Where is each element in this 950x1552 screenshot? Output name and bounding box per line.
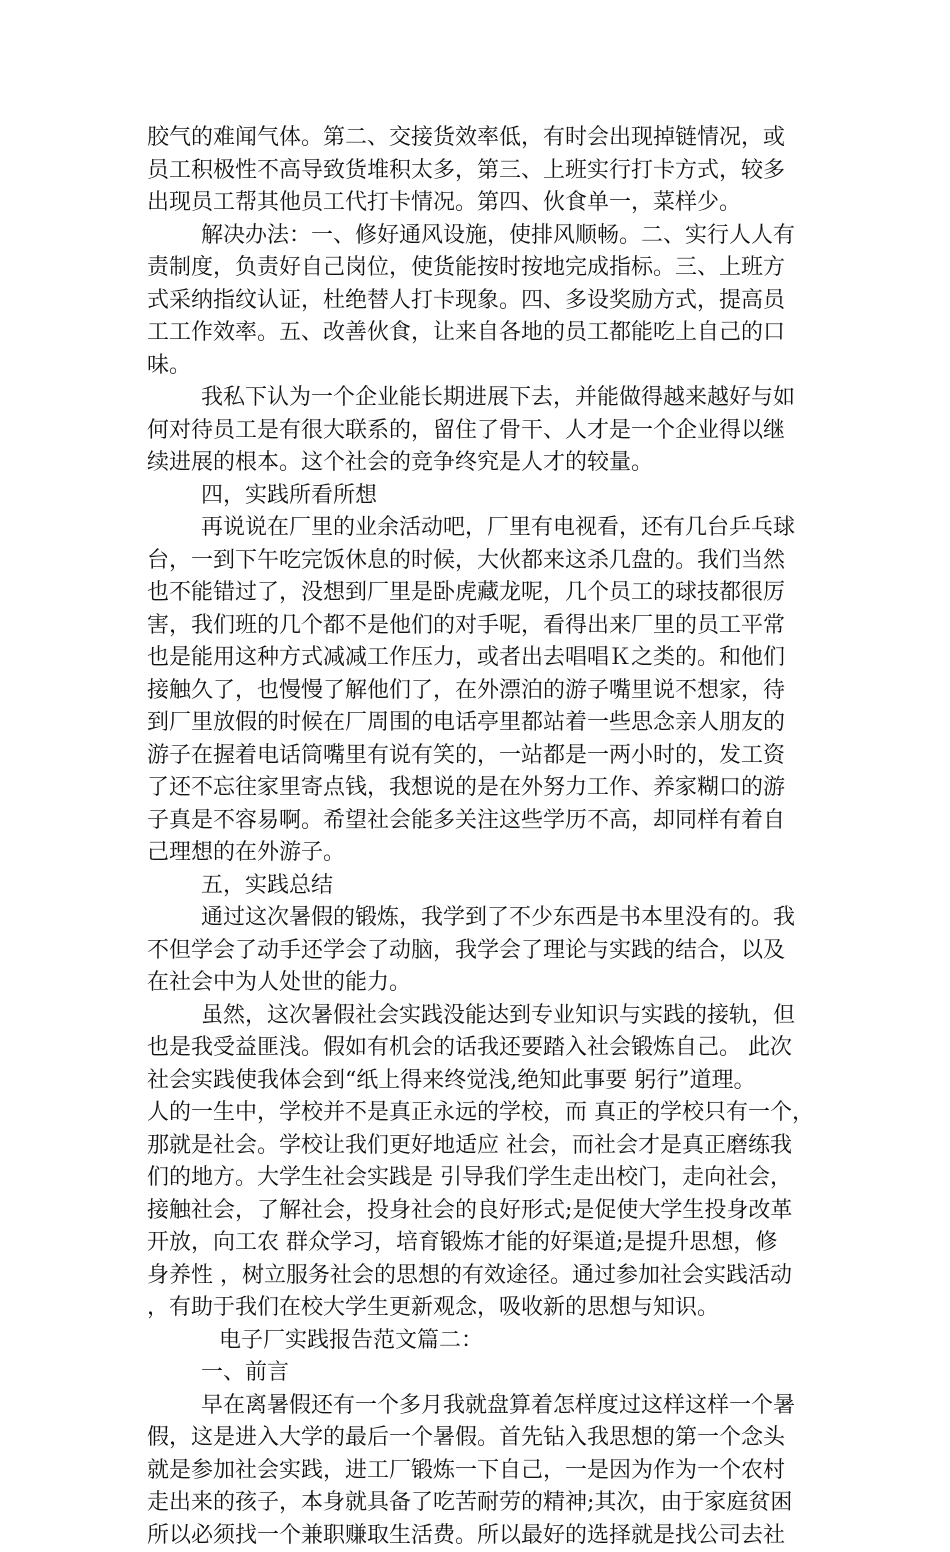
text-line: 式采纳指纹认证，杜绝替人打卡现象。四、多设奖励方式，提高员: [147, 285, 807, 318]
text-line: 通过这次暑假的锻炼，我学到了不少东西是书本里没有的。我: [147, 902, 807, 935]
text-line: 己理想的在外游子。: [147, 837, 807, 870]
text-line: 了还不忘往家里寄点钱，我想说的是在外努力工作、养家糊口的游: [147, 772, 807, 805]
text-line: 也是能用这种方式减减工作压力，或者出去唱唱Ｋ之类的。和他们: [147, 642, 807, 675]
text-line: 责制度，负责好自己岗位，使货能按时按地完成指标。三、上班方: [147, 252, 807, 285]
text-line: 五，实践总结: [147, 870, 807, 903]
text-line: 我私下认为一个企业能长期进展下去，并能做得越来越好与如: [147, 382, 807, 415]
text-line: 台，一到下午吃完饭休息的时候，大伙都来这杀几盘的。我们当然: [147, 545, 807, 578]
text-line: 人的一生中，学校并不是真正永远的学校，而 真正的学校只有一个，: [147, 1097, 807, 1130]
text-line: 到厂里放假的时候在厂周围的电话亭里都站着一些思念亲人朋友的: [147, 707, 807, 740]
text-line: 员工积极性不高导致货堆积太多，第三、上班实行打卡方式，较多: [147, 155, 807, 188]
text-line: 子真是不容易啊。希望社会能多关注这些学历不高，却同样有着自: [147, 805, 807, 838]
text-line: 走出来的孩子，本身就具备了吃苦耐劳的精神;其次，由于家庭贫困: [147, 1487, 807, 1520]
text-line: 身养性 ，树立服务社会的思想的有效途径。通过参加社会实践活动: [147, 1260, 807, 1293]
text-line: 何对待员工是有很大联系的，留住了骨干、人才是一个企业得以继: [147, 415, 807, 448]
text-line: 害，我们班的几个都不是他们的对手呢，看得出来厂里的员工平常: [147, 610, 807, 643]
text-line: 那就是社会。学校让我们更好地适应 社会，而社会才是真正磨练我: [147, 1130, 807, 1163]
text-line: 续进展的根本。这个社会的竞争终究是人才的较量。: [147, 447, 807, 480]
text-line: 一、前言: [147, 1357, 807, 1390]
text-line: 早在离暑假还有一个多月我就盘算着怎样度过这样这样一个暑: [147, 1390, 807, 1423]
document-page: [147, 122, 807, 1552]
text-line: 所以必须找一个兼职赚取生活费。所以最好的选择就是找公司去社: [147, 1520, 807, 1552]
text-line: 在社会中为人处世的能力。: [147, 967, 807, 1000]
text-line: 电子厂实践报告范文篇二：: [147, 1325, 807, 1358]
text-line: 假，这是进入大学的最后一个暑假。首先钻入我思想的第一个念头: [147, 1422, 807, 1455]
text-line: 接触社会，了解社会，投身社会的良好形式;是促使大学生投身改革: [147, 1195, 807, 1228]
text-line: 也不能错过了，没想到厂里是卧虎藏龙呢，几个员工的球技都很厉: [147, 577, 807, 610]
text-line: 胶气的难闻气体。第二、交接货效率低，有时会出现掉链情况，或: [147, 122, 807, 155]
text-line: 虽然，这次暑假社会实践没能达到专业知识与实践的接轨，但: [147, 1000, 807, 1033]
text-line: 接触久了，也慢慢了解他们了，在外漂泊的游子嘴里说不想家，待: [147, 675, 807, 708]
text-line: ，有助于我们在校大学生更新观念，吸收新的思想与知识。: [147, 1292, 807, 1325]
text-line: 不但学会了动手还学会了动脑，我学会了理论与实践的结合，以及: [147, 935, 807, 968]
text-line: 游子在握着电话筒嘴里有说有笑的，一站都是一两小时的，发工资: [147, 740, 807, 773]
text-line: 四，实践所看所想: [147, 480, 807, 513]
text-line: 解决办法：一、修好通风设施，使排风顺畅。二、实行人人有: [147, 220, 807, 253]
text-line: 出现员工帮其他员工代打卡情况。第四、伙食单一，菜样少。: [147, 187, 807, 220]
text-line: 们的地方。大学生社会实践是 引导我们学生走出校门，走向社会，: [147, 1162, 807, 1195]
text-line: 开放，向工农 群众学习，培育锻炼才能的好渠道;是提升思想，修: [147, 1227, 807, 1260]
text-line: 就是参加社会实践，进工厂锻炼一下自己，一是因为作为一个农村: [147, 1455, 807, 1488]
text-line: 味。: [147, 350, 807, 383]
text-line: 也是我受益匪浅。假如有机会的话我还要踏入社会锻炼自己。 此次: [147, 1032, 807, 1065]
text-line: 社会实践使我体会到“纸上得来终觉浅,绝知此事要 躬行”道理。: [147, 1065, 807, 1098]
text-line: 工工作效率。五、改善伙食，让来自各地的员工都能吃上自己的口: [147, 317, 807, 350]
text-line: 再说说在厂里的业余活动吧，厂里有电视看，还有几台乒乓球: [147, 512, 807, 545]
